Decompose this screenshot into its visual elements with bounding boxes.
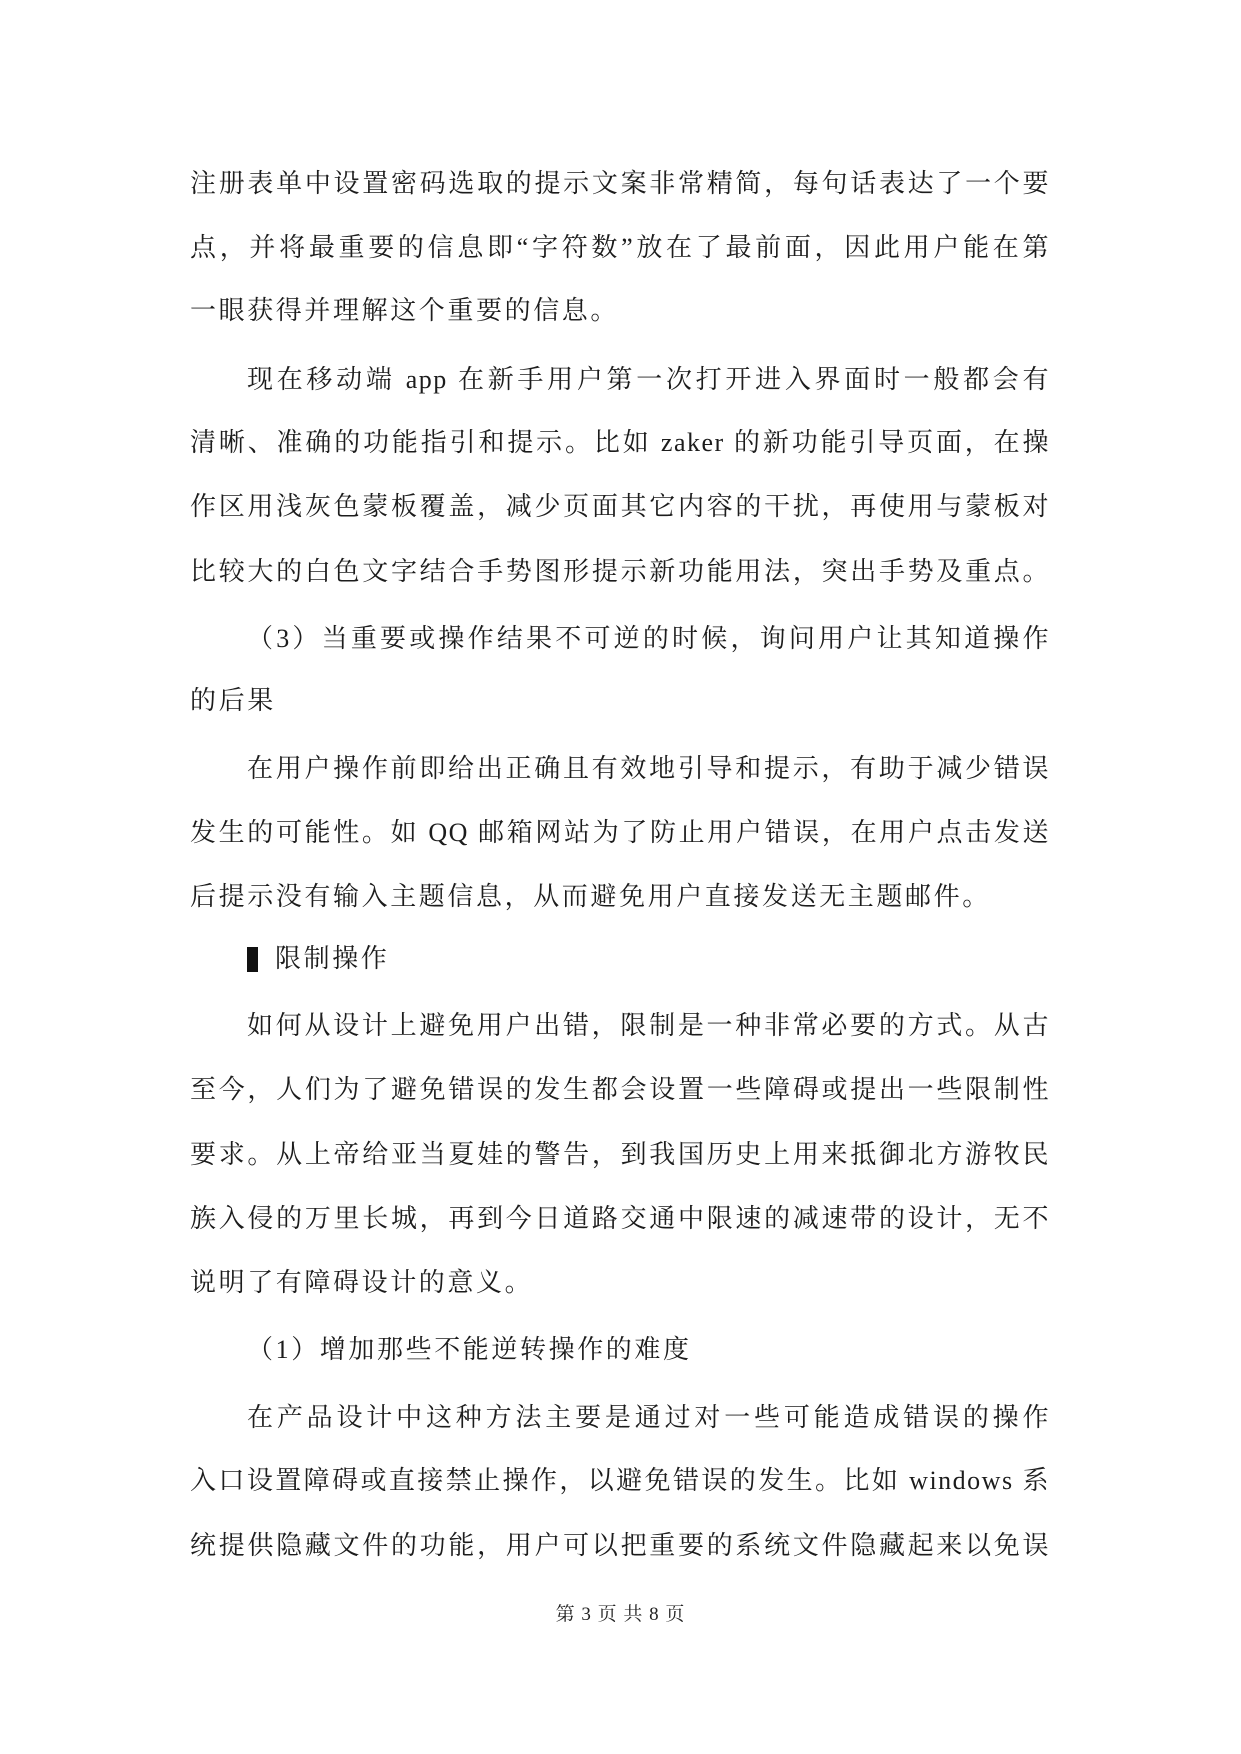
- subsection-heading-line: （1）增加那些不能逆转操作的难度: [247, 1335, 692, 1364]
- paragraph-line: 点，并将最重要的信息即“字符数”放在了最前面，因此用户能在第: [190, 233, 1050, 262]
- paragraph-line: 在产品设计中这种方法主要是通过对一些可能造成错误的操作: [247, 1403, 1050, 1432]
- page-number-footer: 第 3 页 共 8 页: [555, 1604, 686, 1625]
- paragraph-line: 注册表单中设置密码选取的提示文案非常精简，每句话表达了一个要: [190, 169, 1050, 198]
- paragraph-line: 清晰、准确的功能指引和提示。比如 zaker 的新功能引导页面，在操: [190, 428, 1050, 457]
- black-bar-icon: [247, 947, 258, 972]
- paragraph-line: 现在移动端 app 在新手用户第一次打开进入界面时一般都会有: [247, 365, 1050, 394]
- subsection-heading-line: 的后果: [190, 686, 276, 715]
- subsection-heading-line: （3）当重要或操作结果不可逆的时候，询问用户让其知道操作: [247, 624, 1050, 653]
- paragraph-line: 后提示没有输入主题信息，从而避免用户直接发送无主题邮件。: [190, 882, 991, 911]
- paragraph-line: 发生的可能性。如 QQ 邮箱网站为了防止用户错误，在用户点击发送: [190, 818, 1050, 847]
- paragraph-line: 在用户操作前即给出正确且有效地引导和提示，有助于减少错误: [247, 754, 1050, 783]
- paragraph-line: 入口设置障碍或直接禁止操作，以避免错误的发生。比如 windows 系: [190, 1466, 1050, 1495]
- paragraph-line: 至今，人们为了避免错误的发生都会设置一些障碍或提出一些限制性: [190, 1075, 1050, 1104]
- section-heading-text: 限制操作: [275, 944, 390, 973]
- paragraph-line: 作区用浅灰色蒙板覆盖，减少页面其它内容的干扰，再使用与蒙板对: [190, 492, 1050, 521]
- paragraph-line: 比较大的白色文字结合手势图形提示新功能用法，突出手势及重点。: [190, 557, 1050, 586]
- paragraph-line: 统提供隐藏文件的功能，用户可以把重要的系统文件隐藏起来以免误: [190, 1531, 1050, 1560]
- paragraph-line: 一眼获得并理解这个重要的信息。: [190, 296, 620, 325]
- paragraph-line: 要求。从上帝给亚当夏娃的警告，到我国历史上用来抵御北方游牧民: [190, 1140, 1050, 1169]
- section-heading: [190, 939, 1050, 979]
- paragraph-line: 族入侵的万里长城，再到今日道路交通中限速的减速带的设计，无不: [190, 1204, 1050, 1233]
- paragraph-line: 说明了有障碍设计的意义。: [190, 1268, 534, 1297]
- paragraph-line: 如何从设计上避免用户出错，限制是一种非常必要的方式。从古: [247, 1011, 1050, 1040]
